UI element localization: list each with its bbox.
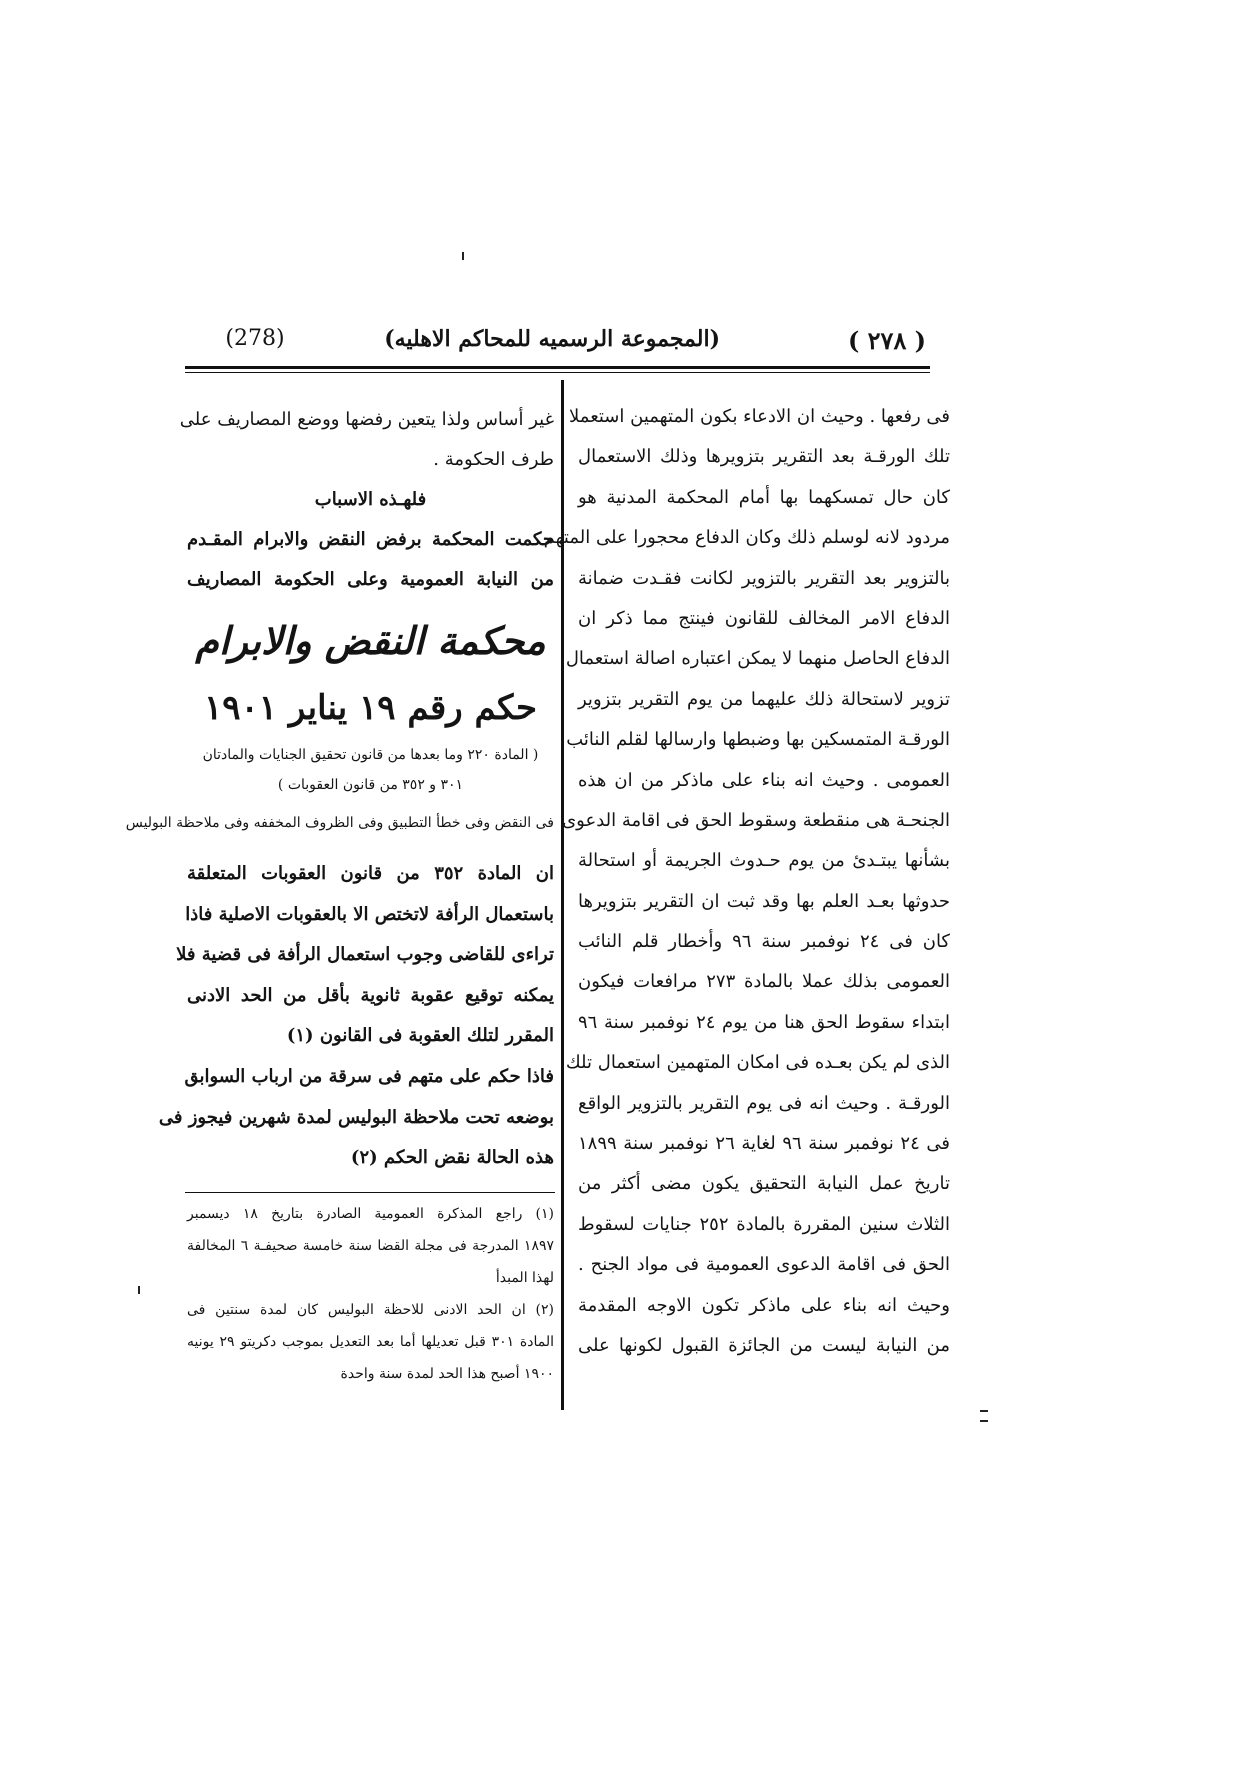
principle-line: تراءى للقاضى وجوب استعمال الرأفة فى قضية فلا — [176, 944, 554, 966]
page-number-arabic: ( ٢٧٨ ) — [847, 326, 927, 355]
text-line: حدوثها بعـد العلم بها وقد ثبت ان التقرير بتزويرها — [578, 890, 950, 912]
principle-line: يمكنه توقيع عقوبة ثانوية بأقل من الحد الادنى — [187, 984, 554, 1006]
text-line: كان حال تمسكهما بها أمام المحكمة المدنية هو — [578, 486, 950, 508]
text-line: الدفاع الامر المخالف للقانون فينتج مما ذكر ان — [578, 607, 950, 629]
text-line: غير أساس ولذا يتعين رفضها ووضع المصاريف على — [179, 409, 554, 430]
principle-line: ان المادة ٣٥٢ من قانون العقوبات المتعلقة — [187, 863, 555, 884]
for-these-reasons-heading: فلهـذه الاسباب — [314, 489, 427, 510]
scan-speck — [980, 1420, 988, 1422]
header-rule-thin — [185, 372, 930, 373]
footnote-line: المادة ٣٠١ قبل تعديلها أما بعد التعديل بموجب دكريتو ٢٩ يونيه — [187, 1334, 554, 1350]
text-line: الحق فى اقامة الدعوى العمومية فى مواد الجنح . — [578, 1254, 950, 1276]
text-line: كان فى ٢٤ نوفمبر سنة ٩٦ وأخطار قلم النائب — [578, 931, 951, 953]
principle-line: المقرر لتلك العقوبة فى القانون (١) — [286, 1025, 554, 1047]
text-line: الورقـة . وحيث انه فى يوم التقرير بالتزوير الواقع — [578, 1092, 950, 1114]
subject-line: فى النقض وفى خطأ التطبيق وفى الظروف المخففه وفى ملاحظة البوليس — [125, 815, 554, 831]
text-line: تاريخ عمل النيابة التحقيق يكون مضى أكثر من — [578, 1173, 950, 1195]
text-line: بالتزوير بعد التقرير بالتزوير لكانت فقـدت ضمانة — [578, 567, 950, 589]
footnotes — [187, 1198, 554, 1390]
text-line: فى رفعها . وحيث ان الادعاء بكون المتهمين استعملا — [569, 406, 950, 427]
text-line: تلك الورقـة بعد التقرير بتزويرها وذلك الاستعمال — [578, 446, 950, 468]
text-line: الذى لم يكن بعـده فى امكان المتهمين استعمال تلك — [565, 1052, 950, 1074]
scan-speck — [980, 1410, 988, 1412]
articles-note-line: ٣٠١ و ٣٥٢ من قانون العقوبات ) — [277, 777, 464, 793]
text-line: الجنحـة هى منقطعة وسقوط الحق فى اقامة الدعوى — [562, 809, 950, 831]
text-line: وحيث انه بناء على ماذكر تكون الاوجه المقدمة — [578, 1294, 950, 1316]
text-line: طرف الحكومة . — [433, 449, 554, 470]
text-line: الدفاع الحاصل منهما لا يمكن اعتباره اصالة استعمال — [565, 648, 950, 670]
text-line: الورقـة المتمسكين بها وضبطها وارسالها لقلم النائب — [566, 729, 950, 751]
text-line: الثلاث سنين المقررة بالمادة ٢٥٢ جنايات لسقوط — [578, 1213, 950, 1235]
footnote-line: (٢) ان الحد الادنى للاحظة البوليس كان لمدة سنتين فى — [187, 1302, 554, 1318]
right-column — [543, 397, 951, 1366]
articles-note-line: ( المادة ٢٢٠ وما بعدها من قانون تحقيق الجنايات والمادتان — [202, 747, 539, 763]
verdict-line: من النيابة العمومية وعلى الحكومة المصاريف — [187, 569, 554, 590]
footnote-line: لهذا المبدأ — [495, 1270, 554, 1286]
page-number-latin: (278) — [225, 326, 285, 351]
ruling-title: حكم رقم ١٩ يناير ١٩٠١ — [204, 688, 537, 728]
text-line: من النيابة ليست من الجائزة القبول لكونها على — [578, 1334, 950, 1356]
text-line: فى ٢٤ نوفمبر سنة ٩٦ لغاية ٢٦ نوفمبر سنة ١٨٩٩ — [578, 1133, 950, 1155]
principle-line: بوضعه تحت ملاحظة البوليس لمدة شهرين فيجوز فى — [158, 1106, 554, 1128]
footnote-line: ١٩٠٠ أصبح هذا الحد لمدة سنة واحدة — [340, 1366, 554, 1382]
text-line: العمومى . وحيث انه بناء على ماذكر من ان هذه — [578, 769, 950, 791]
principle-line: فاذا حكم على متهم فى سرقة من ارباب السوابق — [184, 1065, 554, 1087]
collection-title: (المجموعة الرسميه للمحاكم الاهليه) — [384, 326, 720, 352]
text-line: العمومى بذلك عملا بالمادة ٢٧٣ مرافعات فيكون — [578, 971, 950, 993]
text-line: ابتداء سقوط الحق هنا من يوم ٢٤ نوفمبر سنة ٩٦ — [578, 1011, 950, 1033]
scan-speck — [138, 1286, 140, 1294]
text-line: بشأنها يبتـدئ من يوم حـدوث الجريمة أو استحالة — [578, 850, 950, 872]
principle-line: هذه الحالة نقض الحكم (٢) — [350, 1147, 554, 1169]
header-rule — [185, 366, 930, 369]
principle-line: باستعمال الرأفة لاتختص الا بالعقوبات الاصلية فاذا — [185, 903, 554, 925]
left-column — [125, 400, 555, 1179]
court-title: محكمة النقض والابرام — [195, 618, 546, 663]
footnote-rule — [185, 1192, 555, 1193]
footnote-line: (١) راجع المذكرة العمومية الصادرة بتاريخ ١٨ ديسمبر — [187, 1206, 554, 1222]
text-line: مردود لانه لوسلم ذلك وكان الدفاع محجورا على المتهم — [543, 527, 950, 549]
scan-speck — [462, 252, 464, 260]
text-line: تزوير لاستحالة ذلك عليهما من يوم التقرير بتزوير — [578, 688, 950, 710]
footnote-line: ١٨٩٧ المدرجة فى مجلة القضا سنة خامسة صحيفـة ٦ المخالفة — [187, 1238, 554, 1254]
verdict-line: حكمت المحكمة برفض النقض والابرام المقـدم — [187, 529, 554, 550]
